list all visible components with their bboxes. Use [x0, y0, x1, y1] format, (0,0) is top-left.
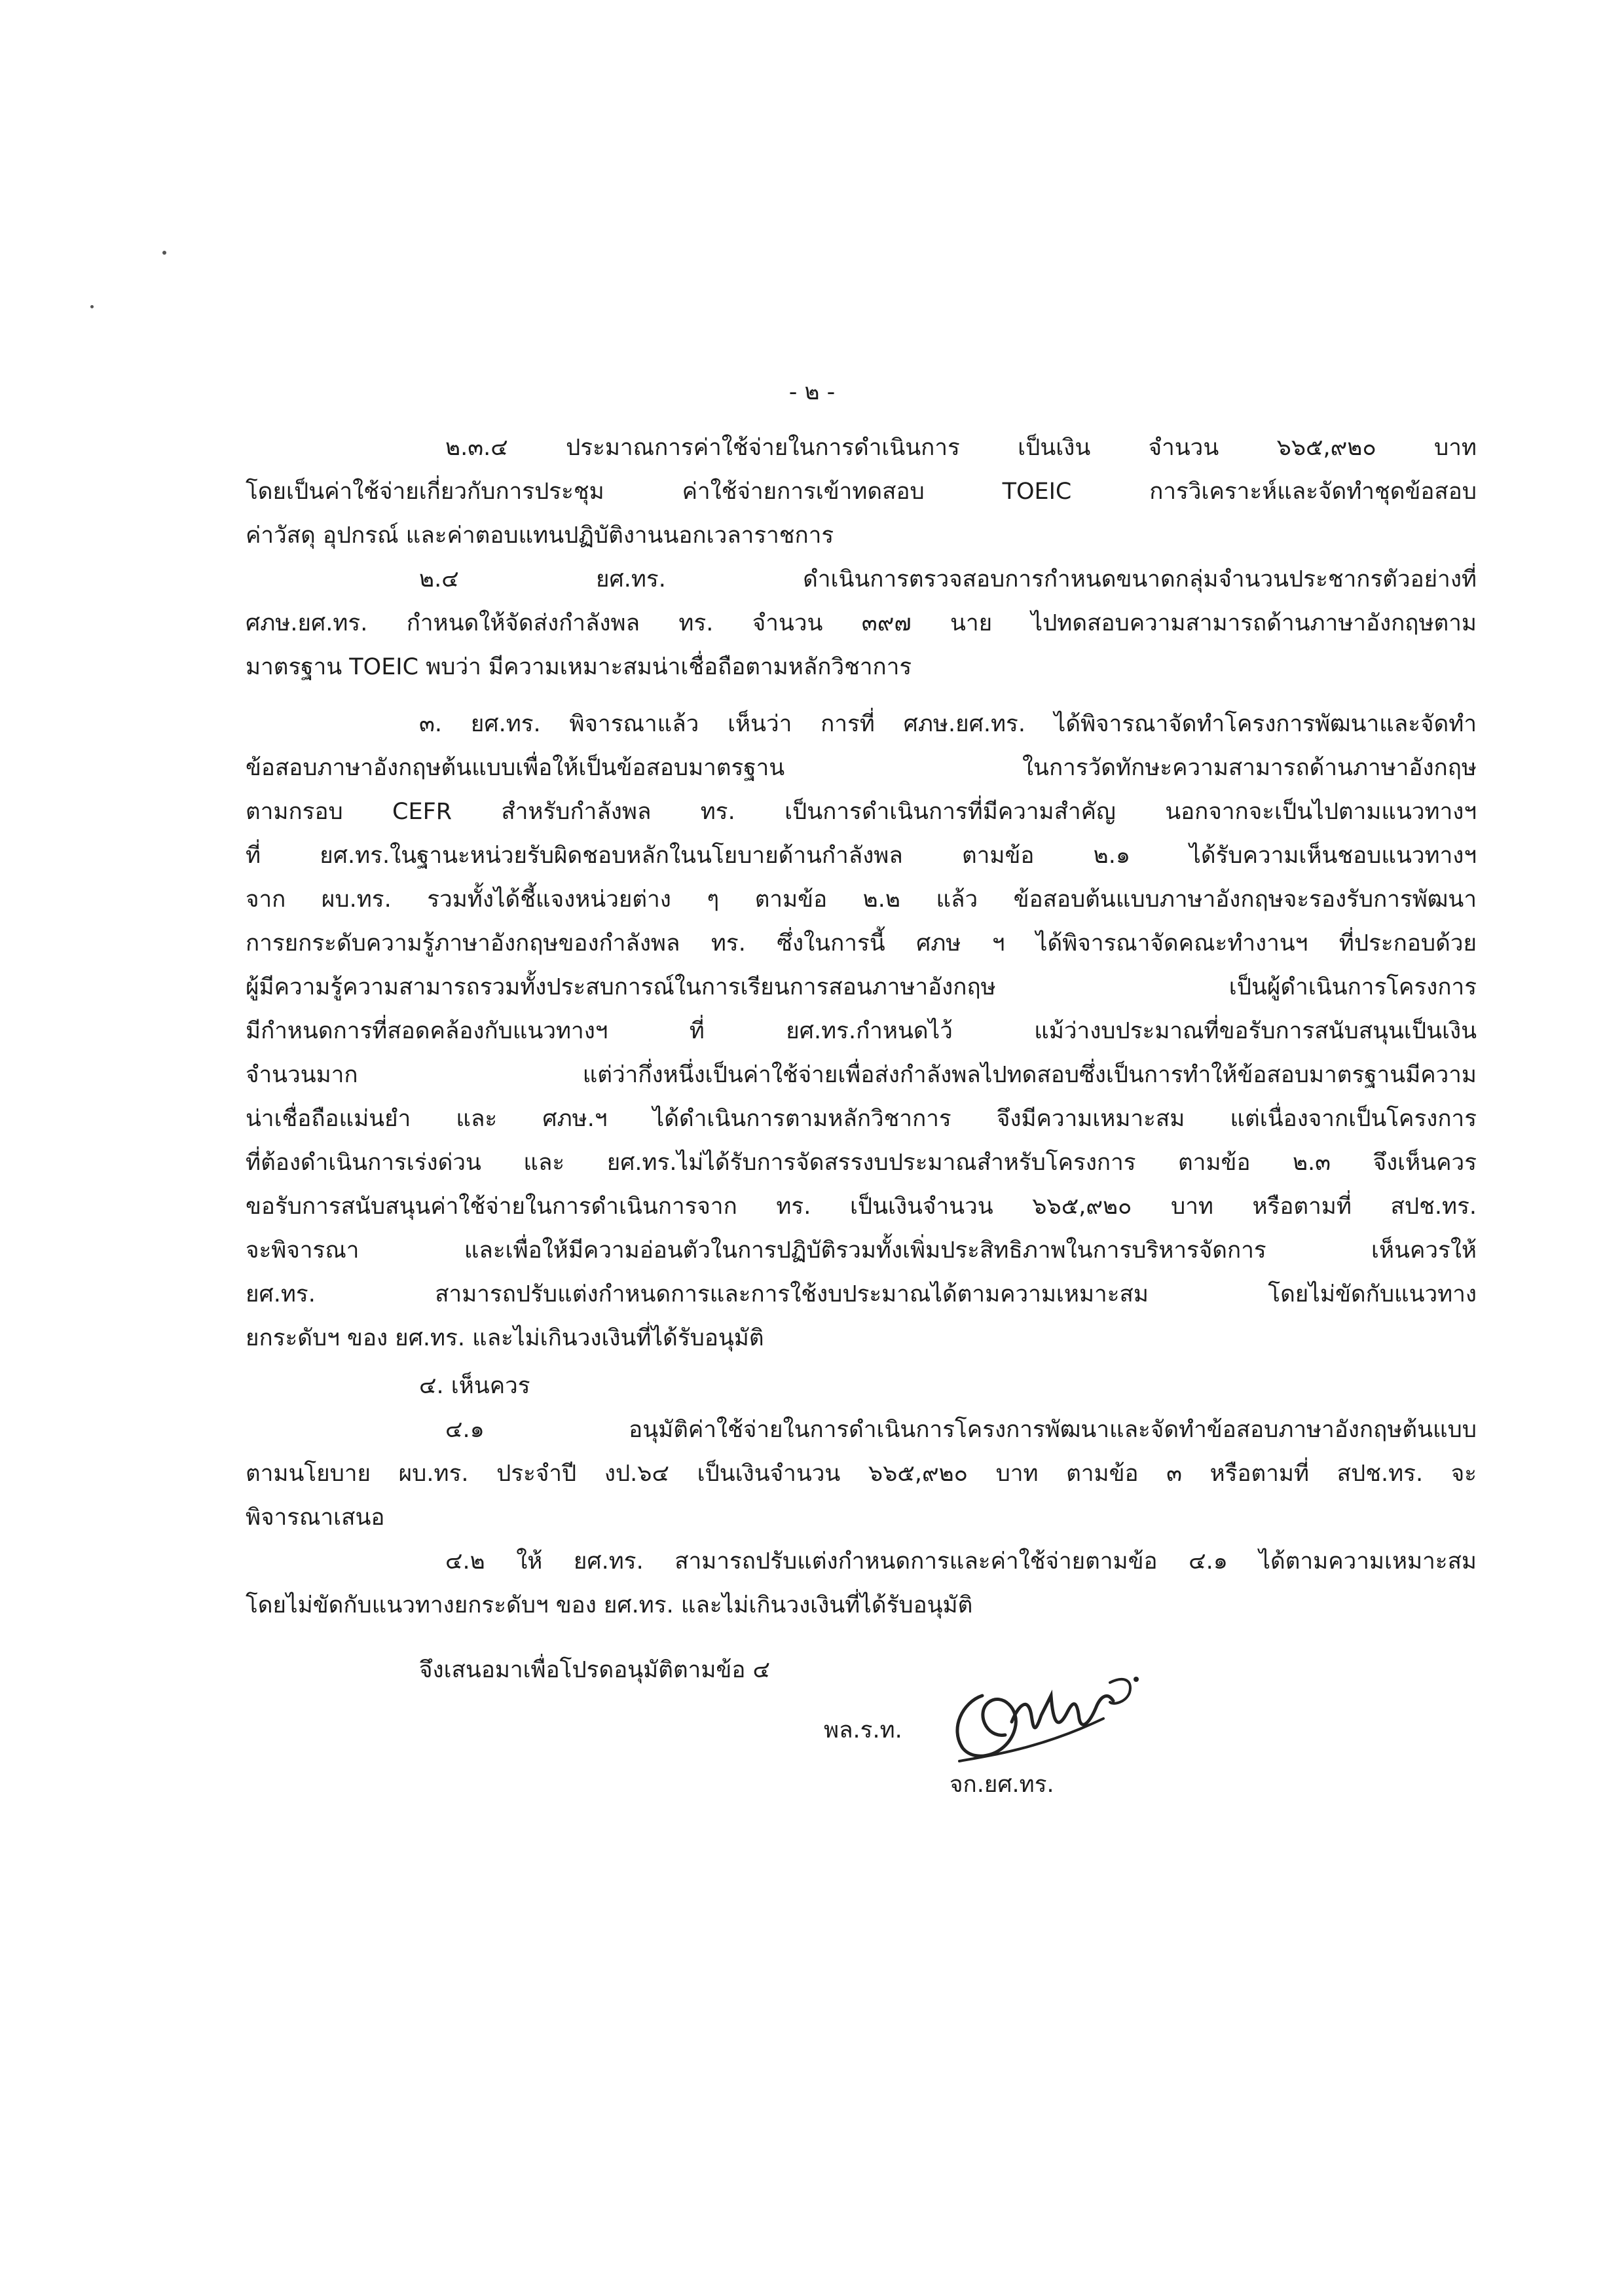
text-line: ๒.๔ ยศ.ทร. ดำเนินการตรวจสอบการกำหนดขนาดกลุ่มจำนวนประชากรตัวอย่างที่ [419, 566, 1477, 592]
text-line: ตามกรอบ CEFR สำหรับกำลังพล ทร. เป็นการดำเนินการที่มีความสำคัญ นอกจากจะเป็นไปตามแนวทางฯ [246, 799, 1477, 825]
text-line: จาก ผบ.ทร. รวมทั้งได้ชี้แจงหน่วยต่าง ๆ ตามข้อ ๒.๒ แล้ว ข้อสอบต้นแบบภาษาอังกฤษจะรองรับการพัฒนา [246, 886, 1477, 913]
text-line: การยกระดับความรู้ภาษาอังกฤษของกำลังพล ทร. ซึ่งในการนี้ ศภษ ฯ ได้พิจารณาจัดคณะทำงานฯ ที่ประกอบด้วย [246, 930, 1477, 957]
text-line: จำนวนมาก แต่ว่ากึ่งหนึ่งเป็นค่าใช้จ่ายเพื่อส่งกำลังพลไปทดสอบซึ่งเป็นการทำให้ข้อสอบมาตรฐานมีความ [246, 1062, 1477, 1088]
text-line: ตามนโยบาย ผบ.ทร. ประจำปี งป.๖๔ เป็นเงินจำนวน ๖๖๕,๙๒๐ บาท ตามข้อ ๓ หรือตามที่ สปช.ทร. จะ [246, 1461, 1477, 1487]
text-line: จะพิจารณา และเพื่อให้มีความอ่อนตัวในการปฏิบัติรวมทั้งเพิ่มประสิทธิภาพในการบริหารจัดการ เห็นควรให้ [246, 1237, 1477, 1264]
text-line: ยศ.ทร. สามารถปรับแต่งกำหนดการและการใช้งบประมาณได้ตามความเหมาะสม โดยไม่ขัดกับแนวทาง [246, 1281, 1477, 1307]
text-line: โดยไม่ขัดกับแนวทางยกระดับฯ ของ ยศ.ทร. และไม่เกินวงเงินที่ได้รับอนุมัติ [246, 1592, 973, 1618]
text-line: ๔.๒ ให้ ยศ.ทร. สามารถปรับแต่งกำหนดการและค่าใช้จ่ายตามข้อ ๔.๑ ได้ตามความเหมาะสม [445, 1548, 1477, 1575]
text-line: ศภษ.ยศ.ทร. กำหนดให้จัดส่งกำลังพล ทร. จำนวน ๓๙๗ นาย ไปทดสอบความสามารถด้านภาษาอังกฤษตาม [246, 610, 1477, 636]
text-line: ผู้มีความรู้ความสามารถรวมทั้งประสบการณ์ในการเรียนการสอนภาษาอังกฤษ เป็นผู้ดำเนินการโครงการ [246, 974, 1477, 1000]
text-line: ที่ต้องดำเนินการเร่งด่วน และ ยศ.ทร.ไม่ได้รับการจัดสรรงบประมาณสำหรับโครงการ ตามข้อ ๒.๓ จึงเห็นควร [246, 1150, 1477, 1176]
page-number: - ๒ - [788, 379, 836, 405]
closing-line: จึงเสนอมาเพื่อโปรดอนุมัติตามข้อ ๔ [419, 1657, 770, 1683]
text-line: ๓. ยศ.ทร. พิจารณาแล้ว เห็นว่า การที่ ศภษ.ยศ.ทร. ได้พิจารณาจัดทำโครงการพัฒนาและจัดทำ [419, 711, 1477, 737]
scan-speck [162, 251, 166, 255]
handwritten-signature [936, 1656, 1146, 1768]
section-heading: ๔. เห็นควร [419, 1373, 530, 1399]
text-line: พิจารณาเสนอ [246, 1504, 385, 1531]
text-line: ขอรับการสนับสนุนค่าใช้จ่ายในการดำเนินการจาก ทร. เป็นเงินจำนวน ๖๖๕,๙๒๐ บาท หรือตามที่ สปช.ทร. [246, 1194, 1477, 1220]
scan-speck [90, 305, 94, 308]
text-line: ข้อสอบภาษาอังกฤษต้นแบบเพื่อให้เป็นข้อสอบมาตรฐาน ในการวัดทักษะความสามารถด้านภาษาอังกฤษ [246, 755, 1477, 781]
text-line: ยกระดับฯ ของ ยศ.ทร. และไม่เกินวงเงินที่ได้รับอนุมัติ [246, 1325, 764, 1351]
text-line: มาตรฐาน TOEIC พบว่า มีความเหมาะสมน่าเชื่อถือตามหลักวิชาการ [246, 654, 912, 680]
signer-position: จก.ยศ.ทร. [950, 1772, 1054, 1798]
text-line: ค่าวัสดุ อุปกรณ์ และค่าตอบแทนปฏิบัติงานนอกเวลาราชการ [246, 522, 834, 549]
text-line: มีกำหนดการที่สอดคล้องกับแนวทางฯ ที่ ยศ.ทร.กำหนดไว้ แม้ว่างบประมาณที่ขอรับการสนับสนุนเป็นเงิน [246, 1018, 1477, 1044]
signer-rank: พล.ร.ท. [824, 1717, 902, 1743]
text-line: ๒.๓.๔ ประมาณการค่าใช้จ่ายในการดำเนินการ เป็นเงิน จำนวน ๖๖๕,๙๒๐ บาท [445, 435, 1477, 461]
text-line: ที่ ยศ.ทร.ในฐานะหน่วยรับผิดชอบหลักในนโยบายด้านกำลังพล ตามข้อ ๒.๑ ได้รับความเห็นชอบแนวทางฯ [246, 843, 1477, 869]
text-line: โดยเป็นค่าใช้จ่ายเกี่ยวกับการประชุม ค่าใช้จ่ายการเข้าทดสอบ TOEIC การวิเคราะห์และจัดทำชุดข้อสอบ [246, 479, 1477, 505]
text-line: ๔.๑ อนุมัติค่าใช้จ่ายในการดำเนินการโครงการพัฒนาและจัดทำข้อสอบภาษาอังกฤษต้นแบบ [445, 1417, 1477, 1443]
text-line: น่าเชื่อถือแม่นยำ และ ศภษ.ฯ ได้ดำเนินการตามหลักวิชาการ จึงมีความเหมาะสม แต่เนื่องจากเป็นโครงการ [246, 1106, 1477, 1132]
